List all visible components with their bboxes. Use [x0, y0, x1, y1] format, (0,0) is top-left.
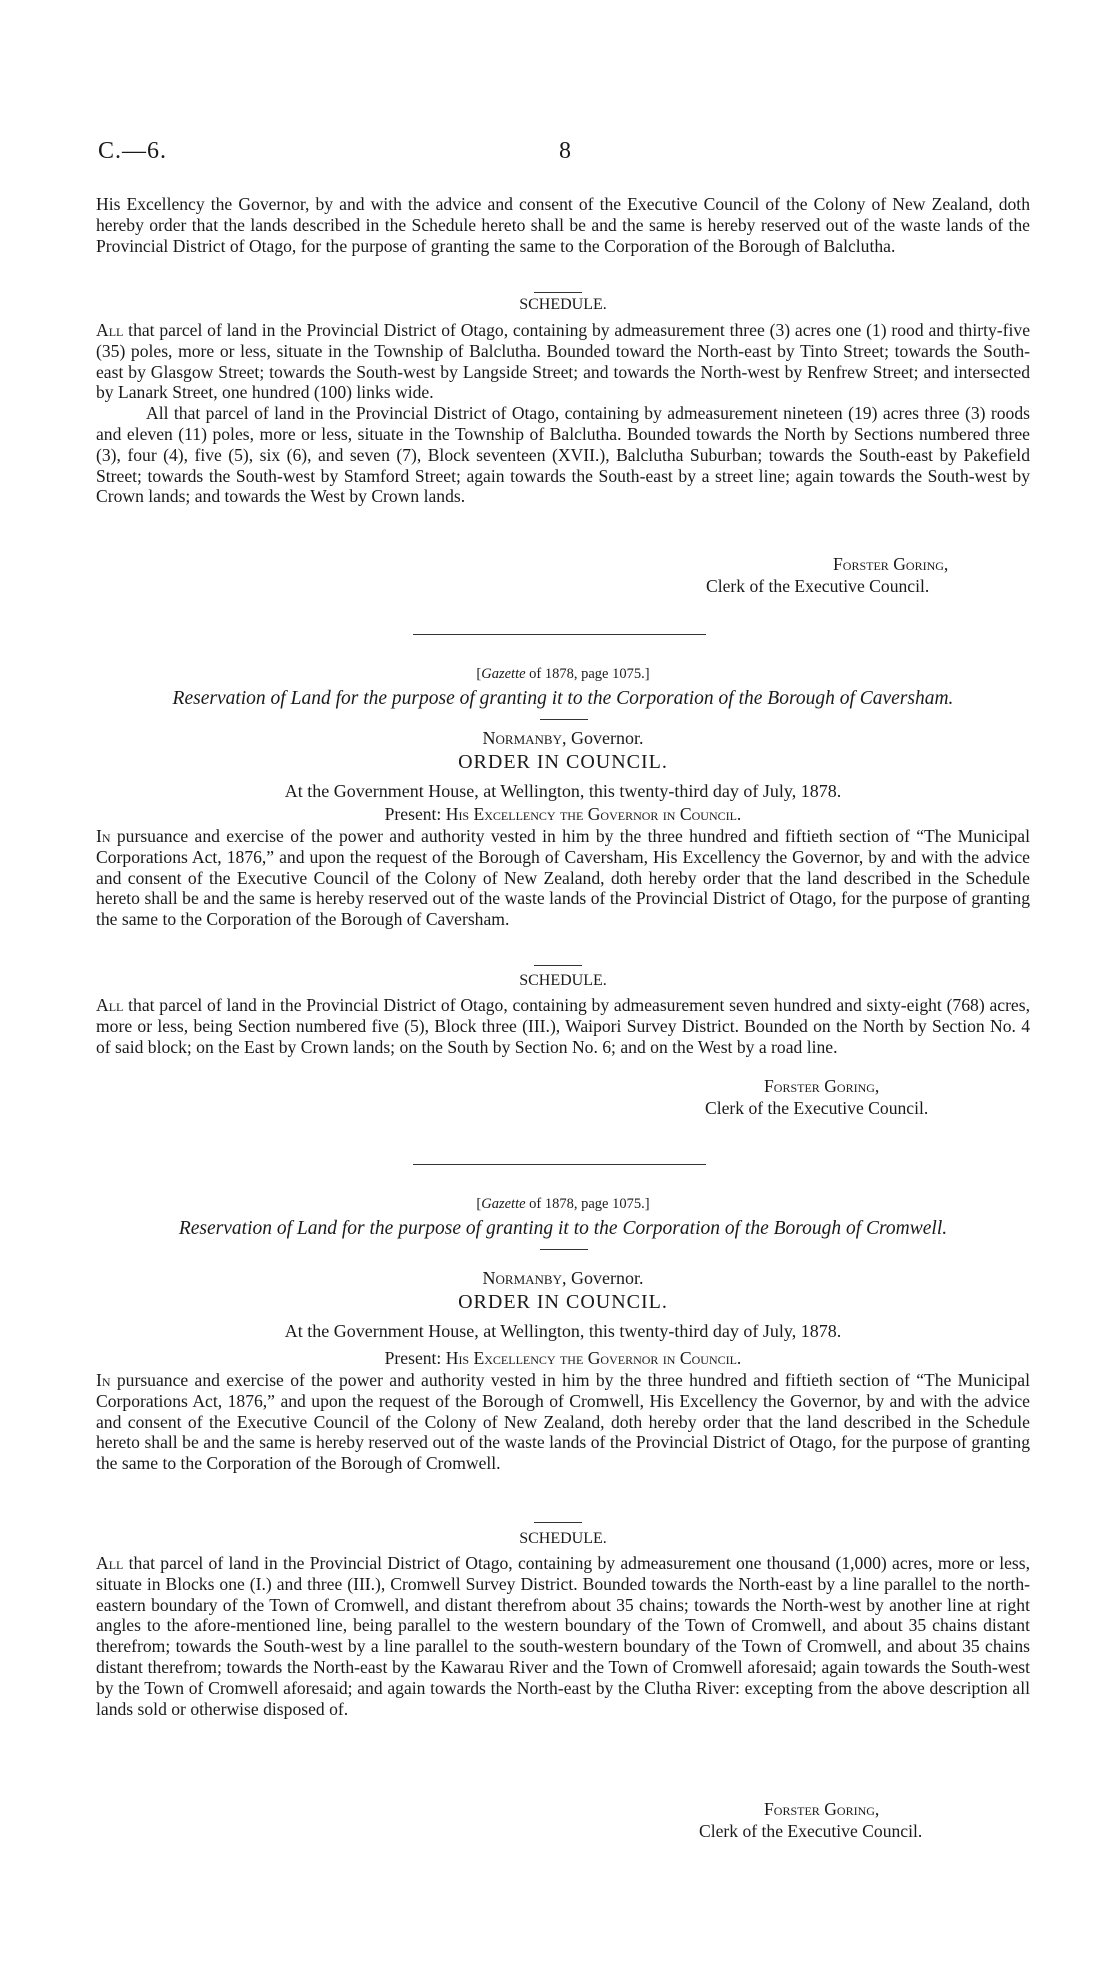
order-in-council-heading: ORDER IN COUNCIL. — [458, 751, 668, 773]
section3-order-paragraph — [96, 1370, 1030, 1474]
schedule-lead-word: All — [96, 995, 124, 1015]
signature-name: Forster Goring, — [764, 1076, 880, 1096]
order-paragraph: In pursuance and exercise of the power and authority vested in him by the three hundred and fiftieth section of “The Municipal Corporations Act, 1876,” and upon the request of the Borough of Caversham, His Excellency the Governor, by and with the advice and consent of the Executive Council of the Colony of New Zealand, doth hereby order that the land described in the Schedule hereto shall be and the same is hereby reserved out of the waste lands of the Provincial District of Otago, for the purpose of granting the same to the Corporation of the Borough of Caversham. — [96, 826, 1030, 930]
section-divider — [413, 1164, 706, 1165]
short-rule — [540, 719, 588, 720]
short-rule — [540, 1249, 588, 1250]
paragraph-lead-word: In — [96, 1370, 111, 1390]
order-in-council-heading: ORDER IN COUNCIL. — [458, 1291, 668, 1313]
schedule-paragraph: All that parcel of land in the Provincial District of Otago, containing by admeasurement one thousand (1,000) acres, more or less, situate in Blocks one (I.) and three (III.), Cromwell Survey District. Bounded towards the North-east by a line parallel to the north-eastern boundary of the Town of Cromwell, and distant therefrom about 35 chains; towards the North-west by another line at right angles to the afore-mentioned line, being parallel to the western boundary of the Town of Cromwell, and about 35 chains distant therefrom; towards the South-west by a line parallel to the south-western boundary of the Town of Cromwell, and about 35 chains distant therefrom; towards the North-east by the Kawarau River and the Town of Cromwell aforesaid; again towards the South-west by the Town of Cromwell aforesaid; and again towards the North-east by the Clutha River: excepting from the above description all lands sold or otherwise disposed of. — [96, 1553, 1030, 1719]
governor-line: Normanby, Governor. — [482, 728, 644, 748]
section2-order-paragraph — [96, 826, 1030, 930]
section-title: Reservation of Land for the purpose of granting it to the Corporation of the Borough of Caversham. — [172, 688, 954, 709]
signature-title: Clerk of the Executive Council. — [706, 576, 930, 596]
schedule-paragraph: All that parcel of land in the Provincial District of Otago, containing by admeasurement three (3) acres one (1) rood and thirty-five (35) poles, more or less, situate in the Township of Balclutha. Bounded toward the North-east by Tinto Street; towards the South-east by Glasgow Street; towards the South-west by Langside Street; and towards the North-west by Renfrew Street; and intersected by Lanark Street, one hundred (100) links wide. — [96, 320, 1030, 403]
section2-schedule — [96, 995, 1030, 1057]
present-line: Present: His Excellency the Governor in Council. — [384, 1348, 742, 1368]
schedule-heading: SCHEDULE. — [519, 972, 607, 989]
section1-order-paragraph — [96, 194, 1030, 256]
section-title: Reservation of Land for the purpose of granting it to the Corporation of the Borough of Cromwell. — [178, 1218, 948, 1239]
schedule-lead-word: All — [96, 1553, 124, 1573]
schedule-heading: SCHEDULE. — [519, 1530, 607, 1547]
order-paragraph: In pursuance and exercise of the power and authority vested in him by the three hundred and fiftieth section of “The Municipal Corporations Act, 1876,” and upon the request of the Borough of Cromwell, His Excellency the Governor, by and with the advice and consent of the Executive Council of the Colony of New Zealand, doth hereby order that the land described in the Schedule hereto shall be and the same is hereby reserved out of the waste lands of the Provincial District of Otago, for the purpose of granting the same to the Corporation of the Borough of Cromwell. — [96, 1370, 1030, 1474]
short-rule — [534, 1522, 582, 1523]
paragraph-lead-word: In — [96, 826, 111, 846]
gazette-reference: [Gazette of 1878, page 1075.] — [476, 666, 650, 682]
governor-line: Normanby, Governor. — [482, 1268, 644, 1288]
schedule-heading: SCHEDULE. — [519, 296, 607, 313]
place-date-line: At the Government House, at Wellington, this twenty-third day of July, 1878. — [284, 1321, 842, 1341]
present-line: Present: His Excellency the Governor in Council. — [384, 804, 742, 824]
document-reference: C.—6. — [98, 138, 168, 164]
schedule-paragraph: All that parcel of land in the Provincial District of Otago, containing by admeasurement nineteen (19) acres three (3) roods and eleven (11) poles, more or less, situate in the Township of Balclutha. Bounded towards the North by Sections numbered three (3), four (4), five (5), six (6), and seven (7), Block seventeen (XVII.), Balclutha Suburban; towards the South-east by Pakefield Street; towards the South-west by Stamford Street; again towards the South-east by a street line; again towards the South-west by Crown lands; and towards the West by Crown lands. — [96, 403, 1030, 507]
schedule-lead-word: All — [96, 320, 124, 340]
gazette-reference: [Gazette of 1878, page 1075.] — [476, 1196, 650, 1212]
signature-name: Forster Goring, — [833, 554, 949, 574]
signature-name: Forster Goring, — [764, 1799, 880, 1819]
section-divider — [413, 634, 706, 635]
signature-title: Clerk of the Executive Council. — [705, 1098, 929, 1118]
short-rule — [534, 292, 582, 293]
order-paragraph: His Excellency the Governor, by and with the advice and consent of the Executive Council of the Colony of New Zealand, doth hereby order that the lands described in the Schedule hereto shall be and the same is hereby reserved out of the waste lands of the Provincial District of Otago, for the purpose of granting the same to the Corporation of the Borough of Balclutha. — [96, 194, 1030, 256]
signature-title: Clerk of the Executive Council. — [699, 1821, 923, 1841]
place-date-line: At the Government House, at Wellington, this twenty-third day of July, 1878. — [284, 781, 842, 801]
page-number: 8 — [559, 138, 571, 164]
section3-schedule — [96, 1553, 1030, 1719]
section1-schedule — [96, 320, 1030, 507]
schedule-paragraph: All that parcel of land in the Provincial District of Otago, containing by admeasurement seven hundred and sixty-eight (768) acres, more or less, being Section numbered five (5), Block three (III.), Waipori Survey District. Bounded on the North by Section No. 4 of said block; on the East by Crown lands; on the South by Section No. 6; and on the West by a road line. — [96, 995, 1030, 1057]
short-rule — [534, 965, 582, 966]
